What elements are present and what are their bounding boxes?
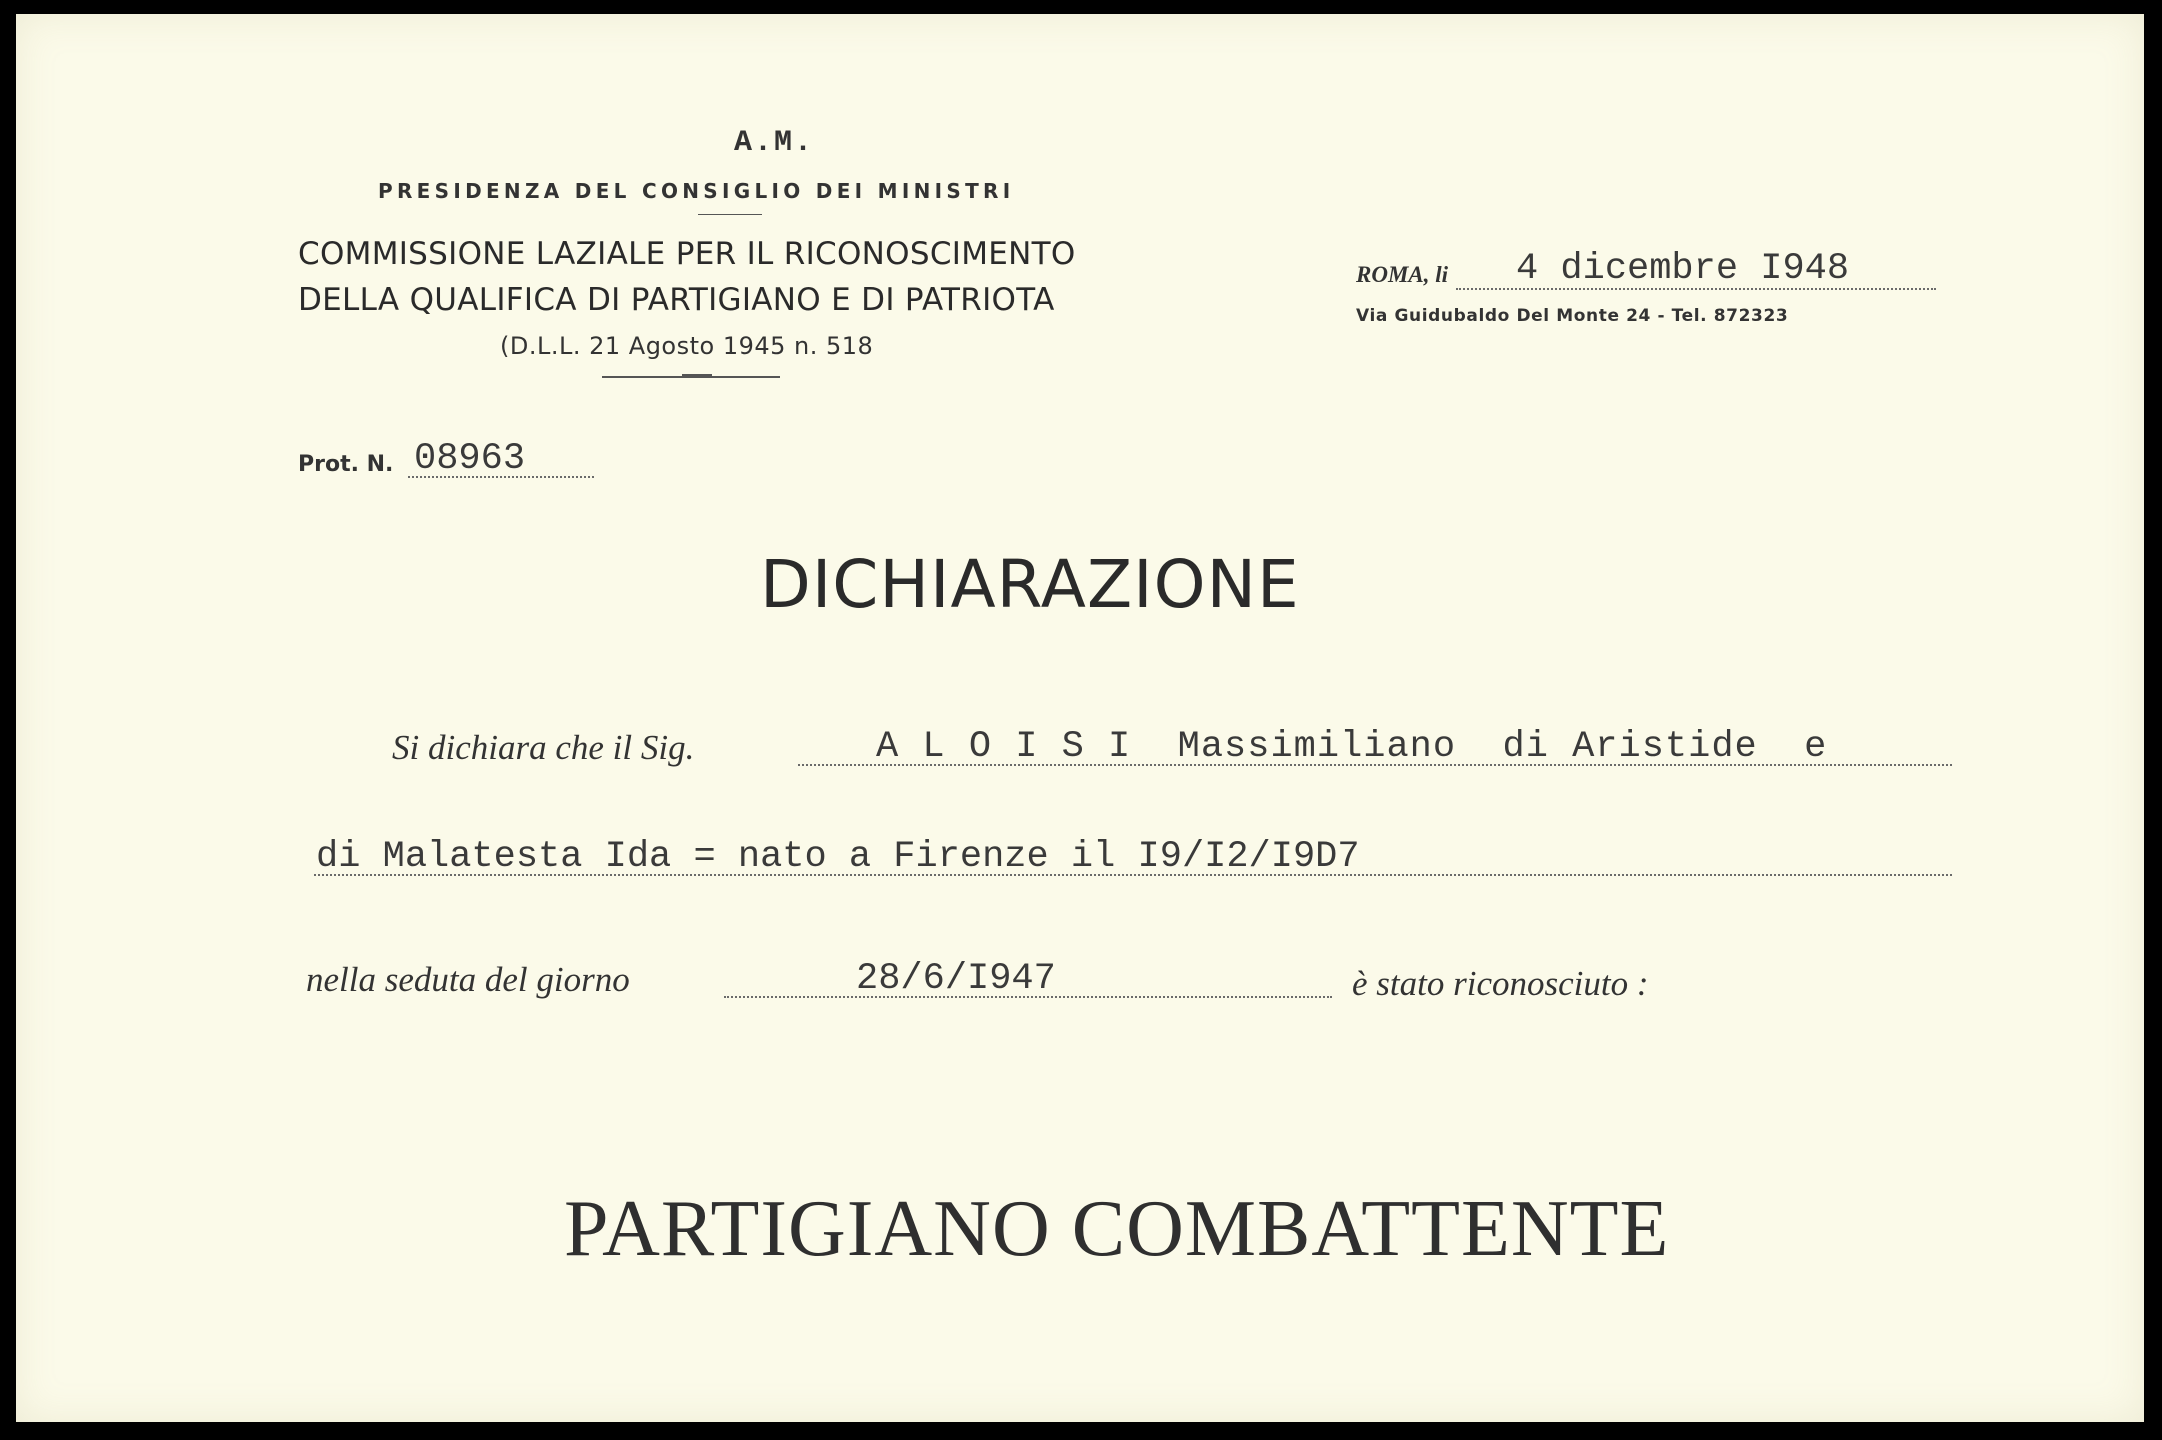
protocol-number: 08963 [414,438,526,480]
address-line: Via Guidubaldo Del Monte 24 - Tel. 872323 [1356,306,1789,326]
header-am: A.M. [734,126,815,160]
declared-person: A L O I S I Massimiliano di Aristide e [876,726,1828,768]
session-label: nella seduta del giorno [306,960,630,999]
header-commissione-line1: COMMISSIONE LAZIALE PER IL RICONOSCIMENTO [298,236,1076,272]
header-divider-small [698,214,762,215]
declaration-label: Si dichiara che il Sig. [392,728,695,767]
header-presidenza: PRESIDENZA DEL CONSIGLIO DEI MINISTRI [378,179,1015,203]
document-date: 4 dicembre I948 [1516,248,1850,290]
header-commissione-line2: DELLA QUALIFICA DI PARTIGIANO E DI PATRIOTA [298,282,1055,318]
document-title: DICHIARAZIONE [760,546,1300,623]
document-page [16,14,2144,1422]
birth-details: di Malatesta Ida = nato a Firenze il I9/I2/I9D7 [316,836,1360,878]
recognized-status: PARTIGIANO COMBATTENTE [564,1185,1670,1273]
header-divider-mark [682,374,712,378]
protocol-label: Prot. N. [298,452,394,477]
place-label: ROMA, li [1356,262,1449,287]
session-date: 28/6/I947 [856,958,1056,1000]
recognition-text: è stato riconosciuto : [1352,964,1649,1003]
header-decree: (D.L.L. 21 Agosto 1945 n. 518 [500,332,874,360]
